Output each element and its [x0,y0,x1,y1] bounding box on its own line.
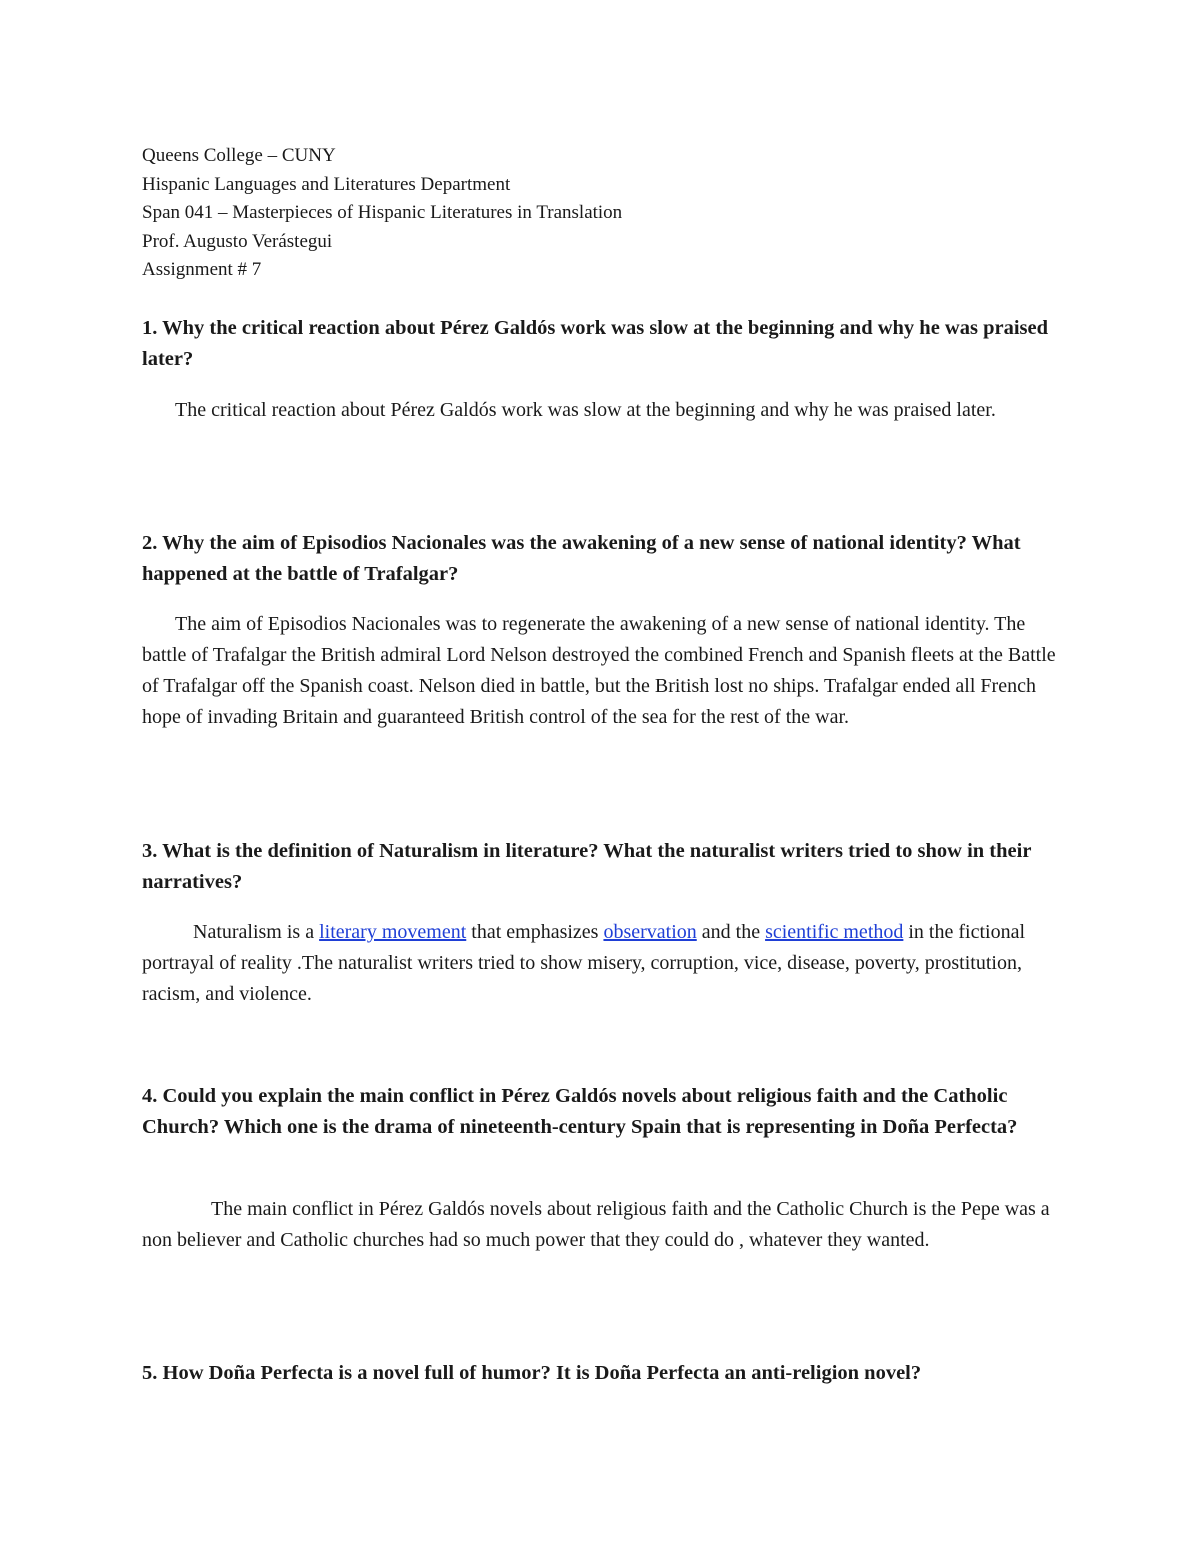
answer-4-text: The main conflict in Pérez Galdós novels about religious faith and the Catholic Church is the Pepe was a non believer and Catholic churches had so much power that they could do , whatever they wanted. [142,1198,1050,1251]
answer-3-text-part1: Naturalism is a [193,921,320,943]
answer-4 [142,1194,1067,1256]
header-course: Span 041 – Masterpieces of Hispanic Literatures in Translation [142,202,623,223]
answer-3-text-part4: in the fictional portrayal of reality .The naturalist writers tried to show misery, corruption, vice, disease, poverty, prostitution, racism, and violence. [142,921,1026,1005]
answer-2-text: The aim of Episodios Nacionales was to regenerate the awakening of a new sense of national identity. The battle of Trafalgar the British admiral Lord Nelson destroyed the combined French and Spanish fleets at the Battle of Trafalgar off the Spanish coast. Nelson died in battle, but the British lost no ships. Trafalgar ended all French hope of invading Britain and guaranteed British control of the sea for the rest of the war. [142,613,1056,728]
question-2: 2. Why the aim of Episodios Nacionales was the awakening of a new sense of national identity? What happened at the battle of Trafalgar? [142,532,1021,585]
question-4: 4. Could you explain the main conflict in Pérez Galdós novels about religious faith and the Catholic Church? Which one is the drama of nineteenth-century Spain that is representing in Doña Perfecta? [142,1085,1018,1138]
answer-3 [142,917,1067,1010]
answer-3-text-part2: that emphasizes [466,921,604,943]
answer-1 [142,395,1067,426]
answer-3-text-part3: and the [696,921,766,943]
link-literary-movement[interactable]: literary movement [319,921,467,943]
question-3: 3. What is the definition of Naturalism in literature? What the naturalist writers tried to show in their narratives? [142,840,1032,893]
answer-2 [142,609,1067,733]
question-5: 5. How Doña Perfecta is a novel full of humor? It is Doña Perfecta an anti-religion novel? [142,1362,922,1384]
header-college: Queens College – CUNY [142,145,336,166]
link-scientific-method[interactable]: scientific method [765,921,904,943]
question-1: 1. Why the critical reaction about Pérez Galdós work was slow at the beginning and why he was praised later? [142,317,1049,370]
answer-1-text: The critical reaction about Pérez Galdós work was slow at the beginning and why he was praised later. [175,399,996,421]
header-department: Hispanic Languages and Literatures Department [142,173,511,195]
document-header [142,142,1062,285]
link-observation[interactable]: observation [603,921,697,943]
header-professor: Prof. Augusto Verástegui [142,230,333,252]
header-assignment: Assignment # 7 [142,259,262,280]
